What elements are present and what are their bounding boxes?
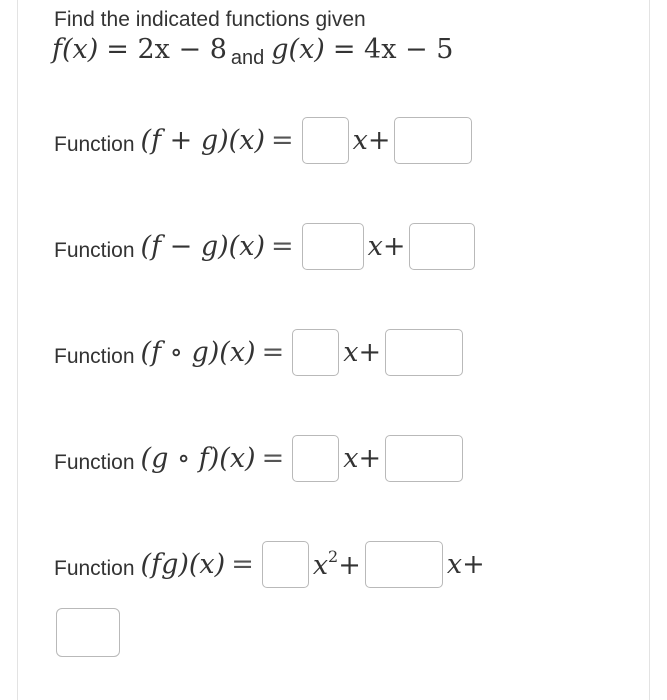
- answer-box-product-x[interactable]: [365, 541, 443, 588]
- given-functions: [52, 34, 454, 69]
- row-product: [54, 541, 489, 588]
- function-label: Function: [54, 344, 135, 368]
- answer-box-composition-gf-coefficient[interactable]: [292, 435, 339, 482]
- expression-composition-gf: (g ∘ f)(x): [140, 443, 256, 474]
- x-plus: x+: [352, 125, 391, 156]
- function-label: Function: [54, 132, 135, 156]
- exponent: 2: [328, 546, 339, 566]
- f-lhs: f(x): [52, 34, 99, 65]
- answer-box-composition-gf-constant[interactable]: [385, 435, 463, 482]
- g-rhs: = 4x − 5: [332, 34, 454, 65]
- g-lhs: g(x): [271, 34, 325, 65]
- x-base: x: [312, 549, 329, 581]
- expression-sum: (f + g)(x): [140, 125, 265, 156]
- function-label: Function: [54, 450, 135, 474]
- equals-sign: =: [231, 549, 254, 580]
- question-intro: Find the indicated functions given: [54, 8, 366, 31]
- x-plus: x+: [343, 337, 382, 368]
- equals-sign: =: [270, 231, 294, 262]
- answer-box-difference-constant[interactable]: [409, 223, 475, 270]
- answer-box-product-x-squared[interactable]: [262, 541, 309, 588]
- answer-box-composition-fg-constant[interactable]: [385, 329, 463, 376]
- row-sum: [54, 117, 472, 164]
- f-rhs: = 2x − 8: [106, 34, 227, 65]
- row-composition-gf: [54, 435, 463, 482]
- equals-sign: =: [261, 443, 285, 474]
- function-label: Function: [54, 556, 135, 580]
- expression-difference: (f − g)(x): [140, 231, 265, 262]
- equals-sign: =: [261, 337, 285, 368]
- plus-sign: +: [338, 549, 361, 581]
- answer-box-composition-fg-coefficient[interactable]: [292, 329, 339, 376]
- expression-product: (fg)(x): [140, 549, 226, 580]
- x-plus: x+: [367, 231, 406, 262]
- equals-sign: =: [270, 125, 294, 156]
- answer-box-product-constant[interactable]: [56, 608, 120, 657]
- x-squared-plus: [312, 546, 361, 581]
- and-word: and: [230, 47, 265, 69]
- answer-box-sum-constant[interactable]: [394, 117, 472, 164]
- expression-composition-fg: (f ∘ g)(x): [140, 337, 256, 368]
- row-composition-fg: [54, 329, 463, 376]
- x-plus: x+: [343, 443, 382, 474]
- answer-box-sum-coefficient[interactable]: [302, 117, 349, 164]
- function-label: Function: [54, 238, 135, 262]
- row-difference: [54, 223, 475, 270]
- x-plus: x+: [446, 549, 485, 580]
- answer-box-difference-coefficient[interactable]: [302, 223, 364, 270]
